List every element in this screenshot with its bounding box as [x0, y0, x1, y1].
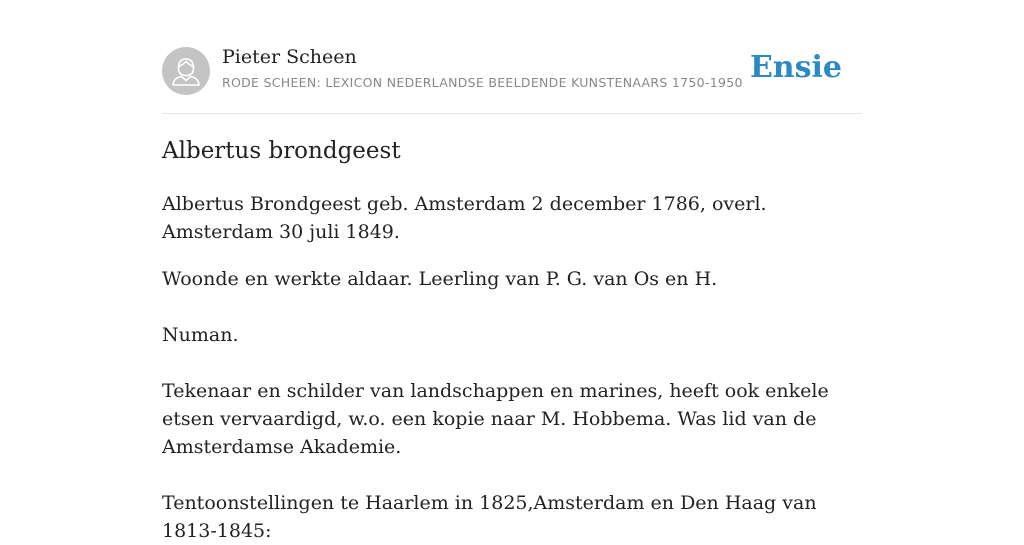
article-paragraph: Tekenaar en schilder van landschappen en marines, heeft ook enkele etsen vervaardigd, w.o. een kopie naar M. Hobbema. Was lid van de Amsterdamse Akademie.	[162, 380, 829, 458]
user-avatar-icon[interactable]	[162, 47, 210, 95]
article-title: Albertus brondgeest	[162, 138, 401, 164]
article-paragraph: Numan.	[162, 324, 239, 346]
brand-logo[interactable]: Ensie	[749, 50, 842, 85]
article-paragraph: Woonde en werkte aldaar. Leerling van P. G. van Os en H.	[162, 268, 718, 290]
page-container	[162, 0, 862, 542]
source-title[interactable]: RODE SCHEEN: LEXICON NEDERLANDSE BEELDENDE KUNSTENAARS 1750-1950	[222, 75, 743, 90]
article-header	[162, 0, 862, 114]
article-paragraph: Albertus Brondgeest geb. Amsterdam 2 december 1786, overl. Amsterdam 30 juli 1849.	[162, 193, 767, 243]
article-paragraph: Tentoonstellingen te Haarlem in 1825,Amsterdam en Den Haag van 1813-1845:	[162, 492, 817, 542]
author-name[interactable]: Pieter Scheen	[222, 46, 357, 68]
